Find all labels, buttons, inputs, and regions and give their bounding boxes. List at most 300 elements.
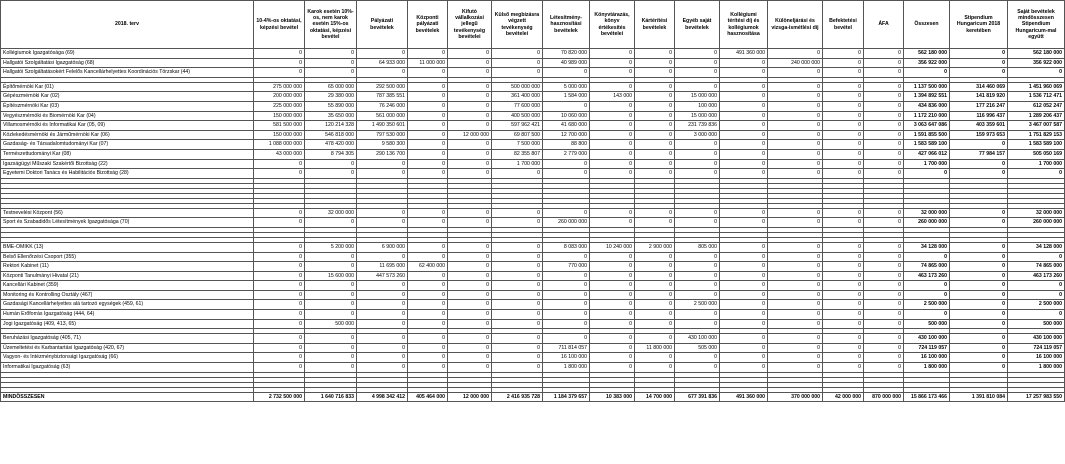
value-cell: 15 000 000 xyxy=(675,92,720,102)
value-cell: 0 xyxy=(864,169,904,179)
value-cell: 82 355 807 xyxy=(492,149,543,159)
value-cell: 0 xyxy=(357,159,408,169)
value-cell: 0 xyxy=(823,111,864,121)
unit-name: Természettudományi Kar (08) xyxy=(1,149,254,159)
value-cell: 314 460 069 xyxy=(950,82,1008,92)
value-cell: 0 xyxy=(720,159,768,169)
header-row xyxy=(1,1,1065,49)
value-cell: 0 xyxy=(254,262,305,272)
value-cell: 0 xyxy=(635,208,675,218)
value-cell: 0 xyxy=(635,290,675,300)
value-cell: 0 xyxy=(254,290,305,300)
value-cell: 34 128 000 xyxy=(1008,242,1065,252)
value-cell: 0 xyxy=(492,242,543,252)
value-cell: 447 573 260 xyxy=(357,271,408,281)
value-cell: 0 xyxy=(950,262,1008,272)
value-cell: 2 500 000 xyxy=(675,300,720,310)
value-cell: 0 xyxy=(720,363,768,373)
value-cell: 0 xyxy=(408,130,448,140)
value-cell: 0 xyxy=(720,218,768,228)
value-cell: 1 172 210 000 xyxy=(904,111,950,121)
value-cell: 70 820 000 xyxy=(543,49,590,59)
value-cell: 0 xyxy=(305,49,357,59)
total-value-cell: 15 866 173 466 xyxy=(904,392,950,402)
value-cell: 0 xyxy=(254,169,305,179)
value-cell: 0 xyxy=(408,242,448,252)
value-cell: 0 xyxy=(675,262,720,272)
value-cell: 0 xyxy=(950,334,1008,344)
value-cell: 0 xyxy=(823,82,864,92)
value-cell: 0 xyxy=(408,218,448,228)
value-cell: 0 xyxy=(305,300,357,310)
unit-name: Sport és Szabadidős Létesítmények Igazgatósága (70) xyxy=(1,218,254,228)
value-cell: 0 xyxy=(590,140,635,150)
value-cell: 0 xyxy=(768,49,823,59)
value-cell: 0 xyxy=(254,208,305,218)
table-row xyxy=(1,319,1065,329)
value-cell: 0 xyxy=(864,363,904,373)
value-cell: 0 xyxy=(305,169,357,179)
total-value-cell: 42 000 000 xyxy=(823,392,864,402)
unit-name: Kollégiumok Igazgatósága (69) xyxy=(1,49,254,59)
value-cell: 0 xyxy=(635,262,675,272)
unit-name: Villamosmérnöki és Informatikai Kar (05, 09) xyxy=(1,121,254,131)
value-cell: 0 xyxy=(768,101,823,111)
value-cell: 561 000 000 xyxy=(357,111,408,121)
value-cell: 0 xyxy=(492,353,543,363)
value-cell: 0 xyxy=(590,208,635,218)
value-cell: 3 000 000 xyxy=(675,130,720,140)
value-cell: 1 800 000 xyxy=(904,363,950,373)
value-cell: 77 600 000 xyxy=(492,101,543,111)
value-cell: 0 xyxy=(590,252,635,262)
value-cell: 0 xyxy=(823,68,864,78)
value-cell: 29 380 000 xyxy=(305,92,357,102)
value-cell: 0 xyxy=(675,208,720,218)
value-cell: 0 xyxy=(823,363,864,373)
value-cell: 0 xyxy=(492,252,543,262)
value-cell: 500 000 000 xyxy=(492,82,543,92)
value-cell: 0 xyxy=(720,262,768,272)
value-cell: 0 xyxy=(305,334,357,344)
value-cell: 0 xyxy=(357,208,408,218)
value-cell: 0 xyxy=(675,58,720,68)
value-cell: 0 xyxy=(675,271,720,281)
value-cell: 0 xyxy=(635,353,675,363)
value-cell: 11 000 000 xyxy=(408,58,448,68)
value-cell: 356 922 000 xyxy=(1008,58,1065,68)
value-cell: 260 000 000 xyxy=(904,218,950,228)
value-cell: 0 xyxy=(904,68,950,78)
value-cell: 0 xyxy=(768,68,823,78)
value-cell: 0 xyxy=(590,290,635,300)
value-cell: 0 xyxy=(768,208,823,218)
unit-name: Gazdaság- és Társadalomtudományi Kar (07) xyxy=(1,140,254,150)
total-value-cell: 491 360 000 xyxy=(720,392,768,402)
value-cell: 0 xyxy=(864,121,904,131)
value-cell: 1 583 589 100 xyxy=(904,140,950,150)
value-cell: 0 xyxy=(408,271,448,281)
value-cell: 430 100 000 xyxy=(675,334,720,344)
value-cell: 0 xyxy=(950,140,1008,150)
value-cell: 0 xyxy=(305,58,357,68)
value-cell: 0 xyxy=(864,353,904,363)
unit-name: Humán Erőforrás Igazgatóság (444, 64) xyxy=(1,310,254,320)
table-row xyxy=(1,262,1065,272)
value-cell: 0 xyxy=(448,218,492,228)
value-cell: 0 xyxy=(768,343,823,353)
value-cell: 0 xyxy=(950,208,1008,218)
value-cell: 88 800 xyxy=(543,140,590,150)
value-cell: 32 000 000 xyxy=(904,208,950,218)
value-cell: 0 xyxy=(448,68,492,78)
table-row xyxy=(1,353,1065,363)
value-cell: 0 xyxy=(768,111,823,121)
value-cell: 0 xyxy=(590,262,635,272)
value-cell: 0 xyxy=(823,121,864,131)
value-cell: 12 000 000 xyxy=(448,130,492,140)
value-cell: 240 000 000 xyxy=(768,58,823,68)
table-row xyxy=(1,300,1065,310)
value-cell: 0 xyxy=(590,159,635,169)
value-cell: 0 xyxy=(864,262,904,272)
value-cell: 0 xyxy=(408,252,448,262)
value-cell: 0 xyxy=(590,218,635,228)
value-cell: 0 xyxy=(492,343,543,353)
value-cell: 65 000 000 xyxy=(305,82,357,92)
table-row xyxy=(1,111,1065,121)
value-cell: 0 xyxy=(864,310,904,320)
value-cell: 0 xyxy=(950,300,1008,310)
column-header: Külső megbízásra végzett tevékenység bevételei xyxy=(492,1,543,49)
value-cell: 16 100 000 xyxy=(904,353,950,363)
value-cell: 546 818 000 xyxy=(305,130,357,140)
value-cell: 0 xyxy=(543,334,590,344)
value-cell: 2 500 000 xyxy=(1008,300,1065,310)
value-cell: 0 xyxy=(768,353,823,363)
value-cell: 0 xyxy=(823,281,864,291)
value-cell: 0 xyxy=(635,363,675,373)
value-cell: 0 xyxy=(950,252,1008,262)
value-cell: 0 xyxy=(950,159,1008,169)
value-cell: 1 700 000 xyxy=(1008,159,1065,169)
unit-name: Beruházási Igazgatóság (405, 71) xyxy=(1,334,254,344)
value-cell: 0 xyxy=(543,159,590,169)
unit-name: Vagyon- és Intézménybiztonsági Igazgatóság (66) xyxy=(1,353,254,363)
value-cell: 356 922 000 xyxy=(904,58,950,68)
value-cell: 427 066 012 xyxy=(904,149,950,159)
total-value-cell: 1 640 716 833 xyxy=(305,392,357,402)
value-cell: 0 xyxy=(590,319,635,329)
value-cell: 1 289 206 437 xyxy=(1008,111,1065,121)
column-header: 10-4%-os oktatási, képzési bevétel xyxy=(254,1,305,49)
value-cell: 0 xyxy=(720,343,768,353)
value-cell: 0 xyxy=(823,149,864,159)
value-cell: 0 xyxy=(448,271,492,281)
value-cell: 0 xyxy=(305,290,357,300)
value-cell: 0 xyxy=(864,334,904,344)
value-cell: 0 xyxy=(635,252,675,262)
value-cell: 32 000 000 xyxy=(1008,208,1065,218)
unit-name: Belső Ellenőrzési Csoport (355) xyxy=(1,252,254,262)
value-cell: 500 000 xyxy=(1008,319,1065,329)
value-cell: 0 xyxy=(408,208,448,218)
total-value-cell: 17 257 983 550 xyxy=(1008,392,1065,402)
unit-name: Jogi Igazgatóság (409, 413, 65) xyxy=(1,319,254,329)
value-cell: 0 xyxy=(492,58,543,68)
value-cell: 0 xyxy=(590,300,635,310)
value-cell: 0 xyxy=(768,149,823,159)
table-row xyxy=(1,169,1065,179)
value-cell: 0 xyxy=(768,310,823,320)
table-row xyxy=(1,49,1065,59)
total-value-cell: 370 000 000 xyxy=(768,392,823,402)
value-cell: 0 xyxy=(254,252,305,262)
value-cell: 0 xyxy=(448,334,492,344)
value-cell: 0 xyxy=(635,49,675,59)
value-cell: 500 000 xyxy=(904,319,950,329)
value-cell: 463 173 260 xyxy=(1008,271,1065,281)
value-cell: 35 650 000 xyxy=(305,111,357,121)
value-cell: 0 xyxy=(492,271,543,281)
value-cell: 0 xyxy=(448,290,492,300)
value-cell: 0 xyxy=(305,159,357,169)
value-cell: 0 xyxy=(864,68,904,78)
value-cell: 0 xyxy=(448,252,492,262)
table-row xyxy=(1,82,1065,92)
value-cell: 200 000 000 xyxy=(254,92,305,102)
value-cell: 0 xyxy=(590,169,635,179)
value-cell: 43 000 000 xyxy=(254,149,305,159)
table-row xyxy=(1,130,1065,140)
value-cell: 275 000 000 xyxy=(254,82,305,92)
table-row xyxy=(1,334,1065,344)
value-cell: 612 052 247 xyxy=(1008,101,1065,111)
value-cell: 0 xyxy=(675,149,720,159)
value-cell: 69 807 500 xyxy=(492,130,543,140)
value-cell: 0 xyxy=(950,363,1008,373)
value-cell: 724 119 057 xyxy=(1008,343,1065,353)
header-title: 2018. terv xyxy=(1,1,254,49)
value-cell: 40 989 000 xyxy=(543,58,590,68)
value-cell: 76 246 000 xyxy=(357,101,408,111)
value-cell: 0 xyxy=(675,319,720,329)
value-cell: 225 000 000 xyxy=(254,101,305,111)
value-cell: 0 xyxy=(720,319,768,329)
value-cell: 0 xyxy=(254,334,305,344)
value-cell: 0 xyxy=(720,92,768,102)
value-cell: 15 600 000 xyxy=(305,271,357,281)
table-row xyxy=(1,101,1065,111)
value-cell: 0 xyxy=(635,218,675,228)
value-cell: 0 xyxy=(768,271,823,281)
unit-name: Építőmérnöki Kar (01) xyxy=(1,82,254,92)
column-header: Különeljárási és vizsga-ismétlési díj xyxy=(768,1,823,49)
value-cell: 0 xyxy=(357,343,408,353)
value-cell: 0 xyxy=(950,271,1008,281)
value-cell: 0 xyxy=(635,130,675,140)
value-cell: 6 900 000 xyxy=(357,242,408,252)
value-cell: 0 xyxy=(768,82,823,92)
value-cell: 0 xyxy=(635,111,675,121)
value-cell: 0 xyxy=(254,310,305,320)
unit-name: Központi Tanulmányi Hivatal (21) xyxy=(1,271,254,281)
value-cell: 0 xyxy=(635,82,675,92)
value-cell: 1 583 589 100 xyxy=(1008,140,1065,150)
value-cell: 0 xyxy=(590,111,635,121)
value-cell: 0 xyxy=(408,343,448,353)
table-row xyxy=(1,121,1065,131)
value-cell: 34 128 000 xyxy=(904,242,950,252)
value-cell: 562 180 000 xyxy=(1008,49,1065,59)
value-cell: 0 xyxy=(864,58,904,68)
value-cell: 0 xyxy=(305,218,357,228)
value-cell: 0 xyxy=(590,82,635,92)
value-cell: 400 500 000 xyxy=(492,111,543,121)
table-row xyxy=(1,271,1065,281)
value-cell: 0 xyxy=(254,281,305,291)
unit-name: Egyetemi Doktori Tanács és Habilitációs Bizottság (28) xyxy=(1,169,254,179)
value-cell: 0 xyxy=(492,300,543,310)
value-cell: 231 739 836 xyxy=(675,121,720,131)
value-cell: 0 xyxy=(635,310,675,320)
value-cell: 0 xyxy=(675,140,720,150)
value-cell: 0 xyxy=(864,92,904,102)
value-cell: 0 xyxy=(720,252,768,262)
value-cell: 0 xyxy=(675,218,720,228)
value-cell: 0 xyxy=(543,281,590,291)
value-cell: 0 xyxy=(864,140,904,150)
value-cell: 0 xyxy=(823,159,864,169)
value-cell: 0 xyxy=(720,140,768,150)
value-cell: 15 000 000 xyxy=(675,111,720,121)
value-cell: 0 xyxy=(635,101,675,111)
value-cell: 0 xyxy=(408,82,448,92)
value-cell: 0 xyxy=(864,130,904,140)
value-cell: 0 xyxy=(254,319,305,329)
value-cell: 100 000 xyxy=(675,101,720,111)
value-cell: 0 xyxy=(448,149,492,159)
value-cell: 0 xyxy=(823,92,864,102)
unit-name: Igazságügyi Műszaki Szakértői Bizottság (22) xyxy=(1,159,254,169)
value-cell: 0 xyxy=(408,300,448,310)
value-cell: 0 xyxy=(357,49,408,59)
value-cell: 0 xyxy=(864,149,904,159)
value-cell: 0 xyxy=(823,49,864,59)
value-cell: 0 xyxy=(720,353,768,363)
value-cell: 0 xyxy=(904,310,950,320)
value-cell: 16 100 000 xyxy=(543,353,590,363)
value-cell: 581 500 000 xyxy=(254,121,305,131)
total-value-cell: 1 184 379 657 xyxy=(543,392,590,402)
value-cell: 0 xyxy=(357,68,408,78)
value-cell: 0 xyxy=(823,271,864,281)
value-cell: 0 xyxy=(768,140,823,150)
value-cell: 0 xyxy=(590,121,635,131)
value-cell: 0 xyxy=(864,281,904,291)
value-cell: 0 xyxy=(864,343,904,353)
value-cell: 0 xyxy=(492,49,543,59)
value-cell: 0 xyxy=(720,169,768,179)
value-cell: 0 xyxy=(720,121,768,131)
value-cell: 0 xyxy=(1008,290,1065,300)
value-cell: 0 xyxy=(823,334,864,344)
value-cell: 0 xyxy=(590,101,635,111)
unit-name: Gazdasági Kancellárhelyettes alá tartozó egységek (459, 61) xyxy=(1,300,254,310)
value-cell: 0 xyxy=(448,363,492,373)
value-cell: 0 xyxy=(590,281,635,291)
value-cell: 74 865 000 xyxy=(904,262,950,272)
value-cell: 0 xyxy=(408,149,448,159)
value-cell: 0 xyxy=(904,281,950,291)
value-cell: 77 984 157 xyxy=(950,149,1008,159)
value-cell: 0 xyxy=(408,290,448,300)
value-cell: 0 xyxy=(448,242,492,252)
value-cell: 0 xyxy=(823,242,864,252)
table-row xyxy=(1,140,1065,150)
unit-name: BME-OMIKK (13) xyxy=(1,242,254,252)
value-cell: 0 xyxy=(823,252,864,262)
value-cell: 805 000 xyxy=(675,242,720,252)
value-cell: 0 xyxy=(864,271,904,281)
value-cell: 0 xyxy=(492,334,543,344)
value-cell: 0 xyxy=(864,49,904,59)
value-cell: 0 xyxy=(823,208,864,218)
value-cell: 0 xyxy=(635,319,675,329)
value-cell: 0 xyxy=(635,334,675,344)
value-cell: 2 900 000 xyxy=(635,242,675,252)
value-cell: 0 xyxy=(768,130,823,140)
value-cell: 0 xyxy=(543,208,590,218)
value-cell: 0 xyxy=(254,353,305,363)
value-cell: 11 695 000 xyxy=(357,262,408,272)
value-cell: 0 xyxy=(768,169,823,179)
value-cell: 0 xyxy=(904,252,950,262)
value-cell: 0 xyxy=(408,169,448,179)
value-cell: 0 xyxy=(864,300,904,310)
value-cell: 0 xyxy=(448,353,492,363)
value-cell: 150 000 000 xyxy=(254,111,305,121)
value-cell: 55 890 000 xyxy=(305,101,357,111)
total-value-cell: 677 391 836 xyxy=(675,392,720,402)
value-cell: 0 xyxy=(590,271,635,281)
table-row xyxy=(1,218,1065,228)
value-cell: 0 xyxy=(590,363,635,373)
value-cell: 0 xyxy=(590,310,635,320)
value-cell: 0 xyxy=(448,82,492,92)
table-row xyxy=(1,159,1065,169)
table-row xyxy=(1,92,1065,102)
value-cell: 0 xyxy=(950,319,1008,329)
value-cell: 0 xyxy=(357,300,408,310)
value-cell: 0 xyxy=(635,271,675,281)
value-cell: 797 530 000 xyxy=(357,130,408,140)
value-cell: 500 000 xyxy=(305,319,357,329)
table-body xyxy=(1,49,1065,402)
value-cell: 403 359 601 xyxy=(950,121,1008,131)
value-cell: 260 000 000 xyxy=(1008,218,1065,228)
value-cell: 0 xyxy=(305,310,357,320)
value-cell: 0 xyxy=(408,159,448,169)
total-value-cell: 1 391 810 084 xyxy=(950,392,1008,402)
value-cell: 0 xyxy=(448,101,492,111)
value-cell: 292 500 000 xyxy=(357,82,408,92)
value-cell: 0 xyxy=(675,169,720,179)
value-cell: 10 060 000 xyxy=(543,111,590,121)
column-header: Kártérítési bevételek xyxy=(635,1,675,49)
value-cell: 0 xyxy=(823,343,864,353)
total-value-cell: 2 732 500 000 xyxy=(254,392,305,402)
